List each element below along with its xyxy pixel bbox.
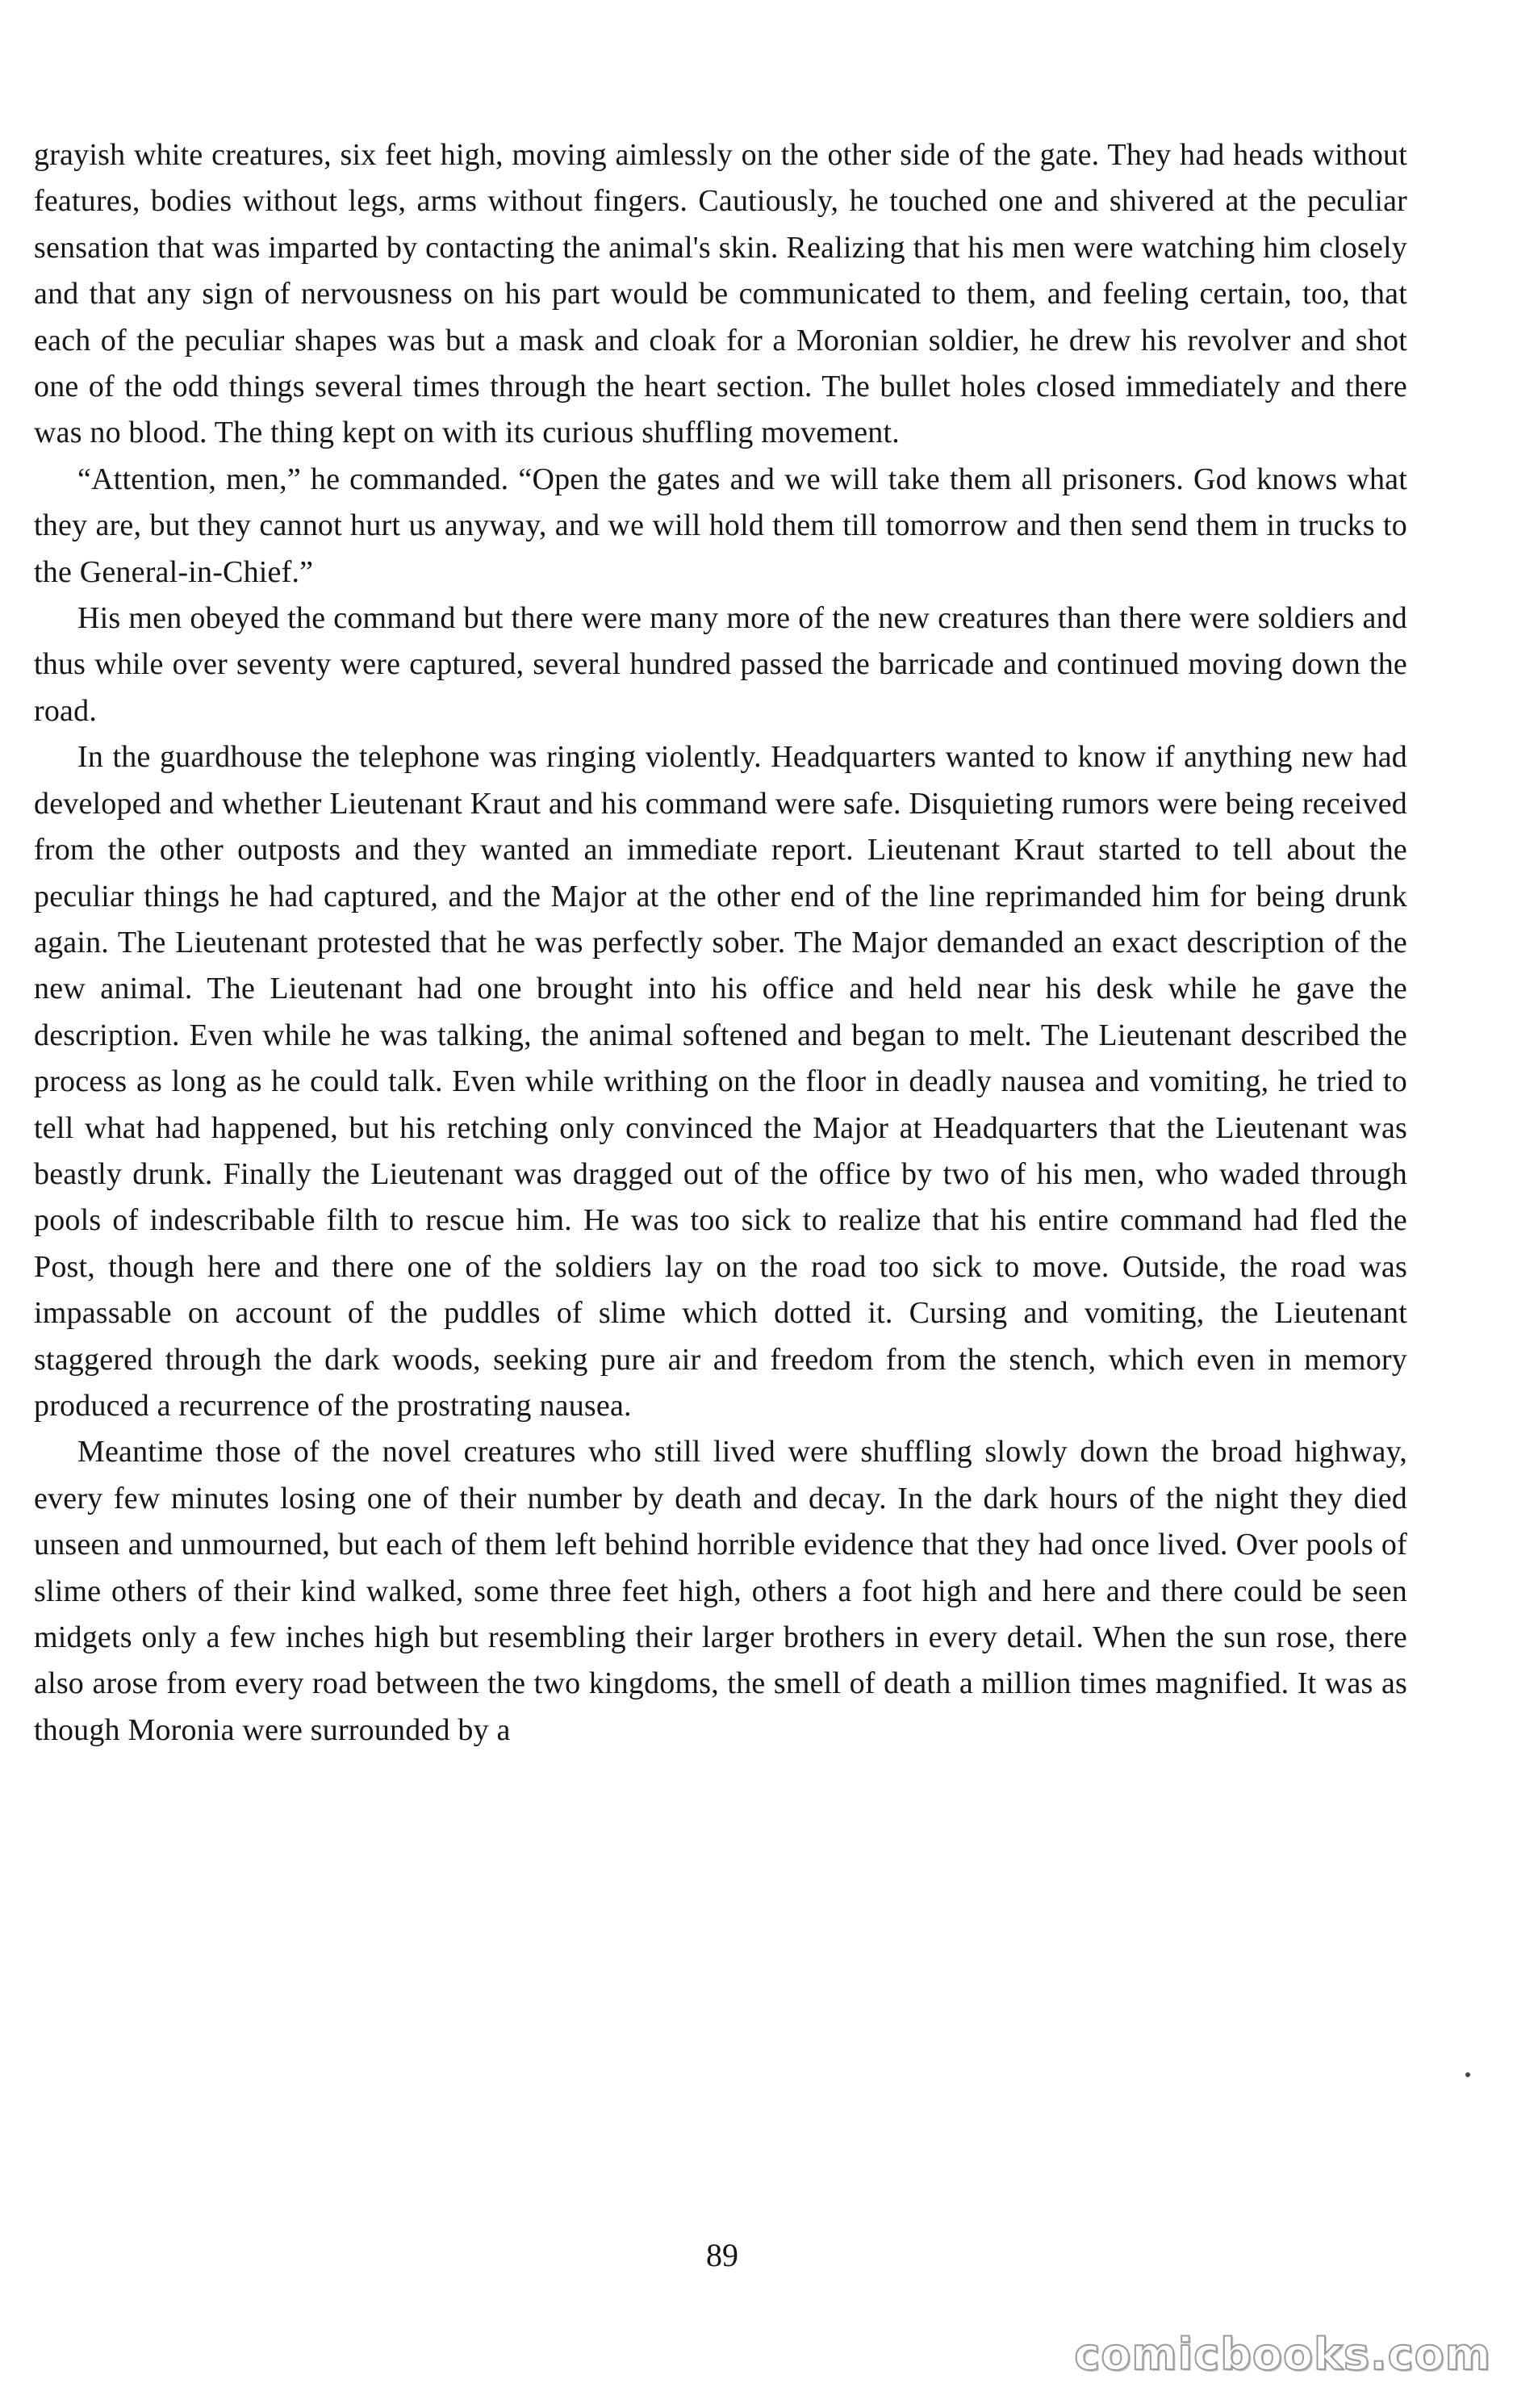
paragraph-2: “Attention, men,” he commanded. “Open the gates and we will take them all prisoners. God knows what they are, but they cannot hurt us anyway, and we will hold them till tomorrow and then send them in trucks to the General-in-Chief.”	[34, 462, 1407, 589]
site-watermark: comicbooks.com	[1074, 2329, 1491, 2380]
page-number: 89	[706, 2237, 738, 2273]
body-text	[34, 132, 1407, 1754]
paragraph-1: grayish white creatures, six feet high, moving aimlessly on the other side of the gate. They had heads without features, bodies without legs, arms without fingers. Cautiously, he touched one and shivered at the peculiar sensation that was imparted by contacting the animal's skin. Realizing that his men were watching him closely and that any sign of nervousness on his part would be communicated to them, and feeling certain, too, that each of the peculiar shapes was but a mask and cloak for a Moronian soldier, he drew his revolver and shot one of the odd things several times through the heart section. The bullet holes closed immediately and there was no blood. The thing kept on with its curious shuffling movement.	[34, 138, 1407, 450]
paragraph-5: Meantime those of the novel creatures who still lived were shuffling slowly down the broad highway, every few minutes losing one of their number by death and decay. In the dark hours of the night they died unseen and unmourned, but each of them left behind horrible evidence that they had once lived. Over pools of slime others of their kind walked, some three feet high, others a foot high and here and there could be seen midgets only a few inches high but resembling their larger brothers in every detail. When the sun rose, there also arose from every road between the two kingdoms, the smell of death a million times magnified. It was as though Moronia were surrounded by a	[34, 1435, 1407, 1747]
ink-speck	[1465, 2072, 1470, 2077]
paragraph-3: His men obeyed the command but there were many more of the new creatures than there were soldiers and thus while over seventy were captured, several hundred passed the barricade and continued moving down the road.	[34, 601, 1407, 728]
paragraph-4: In the guardhouse the telephone was ringing violently. Headquarters wanted to know if anything new had developed and whether Lieutenant Kraut and his command were safe. Disquieting rumors were being received from the other outposts and they wanted an immediate report. Lieutenant Kraut started to tell about the peculiar things he had captured, and the Major at the other end of the line reprimanded him for being drunk again. The Lieutenant protested that he was perfectly sober. The Major demanded an exact description of the new animal. The Lieutenant had one brought into his office and held near his desk while he gave the description. Even while he was talking, the animal softened and began to melt. The Lieutenant described the process as long as he could talk. Even while writhing on the floor in deadly nausea and vomiting, he tried to tell what had happened, but his retching only convinced the Major at Headquarters that the Lieutenant was beastly drunk. Finally the Lieutenant was dragged out of the office by two of his men, who waded through pools of indescribable filth to rescue him. He was too sick to realize that his entire command had fled the Post, though here and there one of the soldiers lay on the road too sick to move. Outside, the road was impassable on account of the puddles of slime which dotted it. Cursing and vomiting, the Lieutenant staggered through the dark woods, seeking pure air and freedom from the stench, which even in memory produced a recurrence of the prostrating nausea.	[34, 740, 1407, 1423]
